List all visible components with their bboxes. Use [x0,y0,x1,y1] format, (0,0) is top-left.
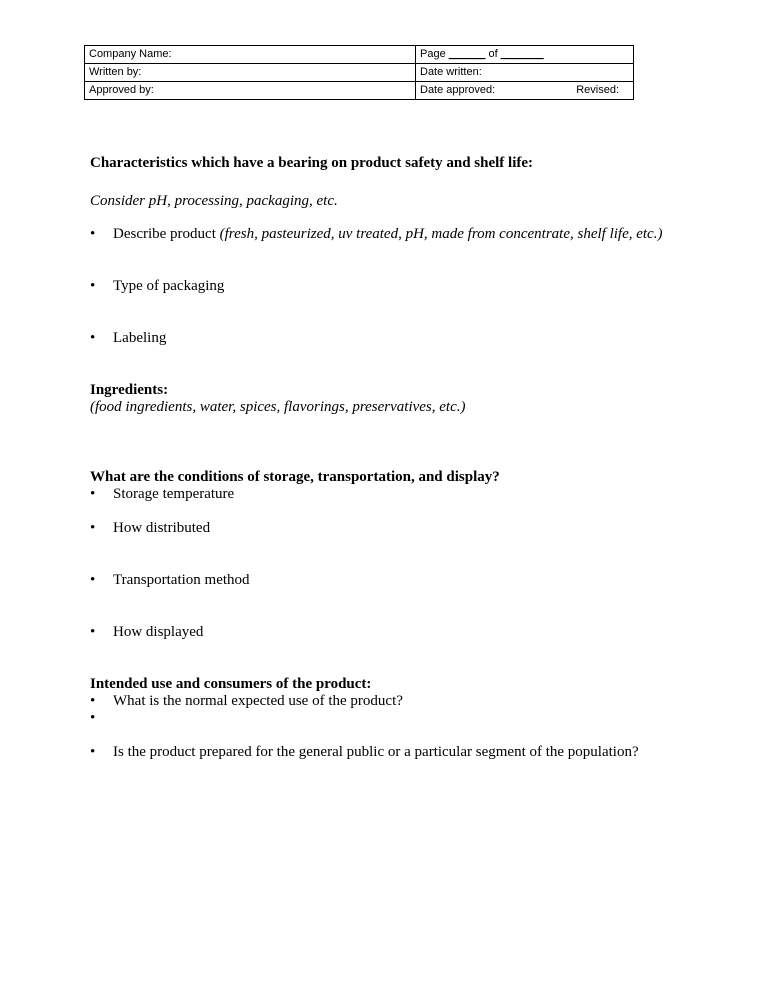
packaging-label: Type of packaging [113,278,225,294]
intended-use-heading: Intended use and consumers of the product: [90,676,372,692]
labeling-label: Labeling [113,330,167,346]
bullet-icon: • [90,744,96,760]
date-approved-cell [416,82,634,100]
bullet-icon: • [90,226,96,242]
list-item [90,693,403,710]
bullet-icon: • [90,624,96,640]
page-blank: ______ [448,48,486,60]
date-written-label: Date written: [420,66,482,78]
list-item [90,624,203,641]
date-written-cell [416,64,634,82]
written-by-label: Written by: [89,66,142,78]
list-item [90,572,250,589]
describe-hint: (fresh, pasteurized, uv treated, pH, made from concentrate, shelf life, etc.) [219,226,663,242]
storage-item: Storage temperature [113,486,235,502]
storage-heading: What are the conditions of storage, transportation, and display? [90,469,500,485]
approved-by-cell [85,82,416,100]
of-label: of [488,48,498,60]
storage-item: How distributed [113,520,211,536]
characteristics-heading: Characteristics which have a bearing on product safety and shelf life: [90,155,534,171]
storage-item: How displayed [113,624,204,640]
list-item [90,744,639,761]
bullet-icon: • [90,486,96,502]
bullet-icon: • [90,278,96,294]
approved-by-label: Approved by: [89,84,154,96]
describe-label: Describe product [113,226,216,242]
written-by-cell [85,64,416,82]
revised-label: Revised: [576,84,619,96]
list-item [90,278,224,295]
header-table [84,45,634,100]
intended-item: What is the normal expected use of the product? [113,693,403,709]
page-label: Page [420,48,446,60]
bullet-icon: • [90,330,96,346]
list-item [90,520,210,537]
list-item [90,226,662,243]
ingredients-heading: Ingredients: [90,382,169,398]
bullet-icon: • [90,520,96,536]
company-name-cell [85,46,416,64]
intended-item: Is the product prepared for the general public or a particular segment of the population? [113,744,639,760]
list-item [90,330,166,347]
bullet-icon: • [90,693,96,709]
company-name-label: Company Name: [89,48,172,60]
of-blank: _______ [500,48,544,60]
list-item [90,486,234,503]
storage-item: Transportation method [113,572,250,588]
bullet-icon: • [90,572,96,588]
list-item [90,710,113,727]
bullet-icon: • [90,710,96,726]
page-cell [416,46,634,64]
ingredients-hint: (food ingredients, water, spices, flavorings, preservatives, etc.) [90,399,466,415]
characteristics-note: Consider pH, processing, packaging, etc. [90,193,338,209]
date-approved-label: Date approved: [420,84,496,96]
